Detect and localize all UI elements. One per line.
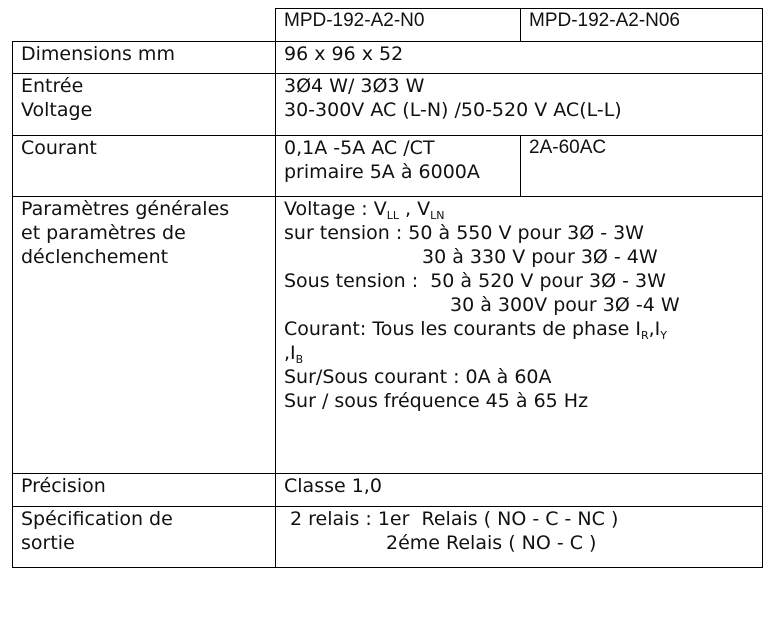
voltage-sub-ll: LL xyxy=(386,209,400,222)
current-label: Courant xyxy=(13,136,276,197)
header-empty-cell xyxy=(13,9,276,42)
current-value-line1: 0,1A -5A AC /CT xyxy=(284,137,435,159)
row-current xyxy=(13,136,763,197)
current-sub-b: B xyxy=(295,353,304,366)
precision-label: Précision xyxy=(13,474,276,507)
precision-value: Classe 1,0 xyxy=(276,474,763,507)
parameters-label xyxy=(13,197,276,474)
phase-current-line2 xyxy=(284,341,754,365)
input-label-line2: Voltage xyxy=(21,99,93,121)
row-parameters xyxy=(13,197,763,474)
output-label-line1: Spécification de xyxy=(21,508,173,530)
dimensions-value: 96 x 96 x 52 xyxy=(276,42,763,74)
output-value-line2: 2éme Relais ( NO - C ) xyxy=(386,532,597,554)
voltage-sep: , V xyxy=(399,198,431,220)
header-model-1: MPD-192-A2-N0 xyxy=(276,9,521,42)
input-label xyxy=(13,74,276,136)
input-value xyxy=(276,74,763,136)
frequency-line: Sur / sous fréquence 45 à 65 Hz xyxy=(284,390,589,412)
input-value-line1: 3Ø4 W/ 3Ø3 W xyxy=(284,75,425,97)
row-output xyxy=(13,507,763,568)
current-line2-prefix: ,I xyxy=(284,342,296,364)
output-label-line2: sortie xyxy=(21,532,75,554)
parameters-label-line3: déclenchement xyxy=(21,246,169,268)
row-precision xyxy=(13,474,763,507)
header-model-2: MPD-192-A2-N06 xyxy=(521,9,763,42)
phase-current-line xyxy=(284,317,754,341)
output-value-line1: 2 relais : 1er Relais ( NO - C - NC ) xyxy=(284,508,619,530)
header-row xyxy=(13,9,763,42)
current-prefix: Courant: Tous les courants de phase I xyxy=(284,318,641,340)
current-value xyxy=(276,136,521,197)
overcurrent-line: Sur/Sous courant : 0A à 60A xyxy=(284,366,552,388)
input-label-line1: Entrée xyxy=(21,75,84,97)
parameters-label-line2: et paramètres de xyxy=(21,222,186,244)
current-sub-r: R xyxy=(640,329,649,342)
specification-table xyxy=(12,8,763,568)
input-value-line2: 30-300V AC (L-N) /50-520 V AC(L-L) xyxy=(284,99,622,121)
row-input xyxy=(13,74,763,136)
current-value-line2: primaire 5A à 6000A xyxy=(284,161,480,183)
undervoltage-4w: 30 à 300V pour 3Ø -4 W xyxy=(450,294,680,316)
parameters-label-line1: Paramètres générales xyxy=(21,198,230,220)
output-value xyxy=(276,507,763,568)
overvoltage-4w: 30 à 330 V pour 3Ø - 4W xyxy=(422,246,658,268)
voltage-sub-ln: LN xyxy=(430,209,445,222)
output-label xyxy=(13,507,276,568)
overvoltage-3w: sur tension : 50 à 550 V pour 3Ø - 3W xyxy=(284,222,644,244)
current-sub-y: Y xyxy=(660,329,668,342)
row-dimensions xyxy=(13,42,763,74)
voltage-line xyxy=(284,197,754,221)
parameters-value xyxy=(276,197,763,474)
undervoltage-3w: Sous tension : 50 à 520 V pour 3Ø - 3W xyxy=(284,270,666,292)
current-sep: ,I xyxy=(648,318,661,340)
current-value-alt: 2A-60AC xyxy=(521,136,763,197)
dimensions-label: Dimensions mm xyxy=(13,42,276,74)
voltage-prefix: Voltage : V xyxy=(284,198,387,220)
